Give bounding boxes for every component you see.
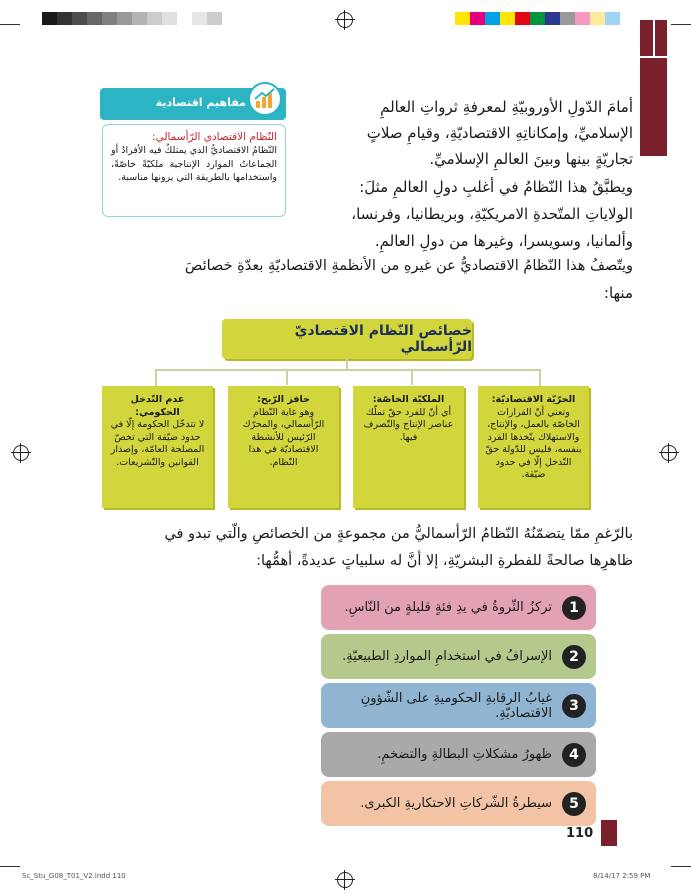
feature-text: أي أنّ للفرد حقّ تملّك عناصر الإنتاج والتّصرف فيها.	[363, 406, 454, 443]
item-number: 5	[562, 792, 586, 816]
intro-line: الإسلاميِّ، وإمكاناتِهِ الاقتصاديّةِ، وقيامِ صلاتٍ	[366, 124, 633, 142]
disadvantage-item	[321, 732, 596, 777]
item-number: 2	[562, 645, 586, 669]
feature-text: لا تتدخّل الحكومة إلّا في حدود ضيّقة التي تخصّ المصلحة العامّة، وإصدار القوانين والتّشريعات.	[110, 419, 205, 468]
item-text: ظهورُ مشكلاتِ البطالةِ والتضخمِ.	[377, 747, 552, 762]
diagram-connector	[411, 369, 413, 385]
registration-mark-icon	[337, 872, 353, 888]
footer-file-name: Sc_Stu_G08_T01_V2.indd 110	[22, 872, 126, 880]
item-text: غيابُ الرقابةِ الحكوميةِ على الشّؤونِ الاقتصاديّةِ.	[360, 690, 552, 721]
feature-box-profit-motive	[228, 386, 339, 508]
grayscale-calibration-bar	[42, 12, 222, 25]
page-number: 110	[566, 826, 594, 841]
concept-box-header	[100, 88, 286, 120]
footer-timestamp: 8/14/17 2:59 PM	[593, 872, 651, 880]
item-number: 3	[562, 694, 586, 718]
disadvantage-item	[321, 585, 596, 630]
concept-definition-box	[102, 124, 286, 217]
intro-line: وألمانيا، وسويسرا، وغيرها من دولِ العالمِ.	[374, 232, 633, 250]
crop-mark	[0, 24, 20, 25]
feature-title: حافز الرّبح:	[257, 394, 310, 405]
concept-title: النّظام الاقتصادي الرّأسمالي:	[152, 131, 277, 143]
item-text: تركزُ الثّروةُ في يدِ فئةٍ قليلةٍ من النّاسِ.	[344, 600, 552, 615]
feature-text: وهو غاية النّظام الرّأسمالي، والمحرّك الرّئيس للأنشطة الاقتصاديّة في هذا النّظام.	[242, 406, 325, 468]
feature-text: وتعني أنّ القرارات الخاصّة بالعمل، والإنتاج، والاستهلاك يتّخذها الفرد بنفسه، فليس للدّولة حقّ التّدخل إلّا في حدود ضيّقة.	[485, 406, 582, 480]
item-number: 1	[562, 596, 586, 620]
color-calibration-bar	[455, 12, 620, 25]
item-text: سيطرةُ الشّركاتِ الاحتكاريةِ الكبرى.	[360, 796, 552, 811]
intro-line: أمامَ الدّولِ الأوروبيّةِ لمعرفةِ ثرواتِ العالمِ	[380, 98, 633, 116]
page-number-bar	[601, 820, 617, 846]
summary-line: ظاهرِها صالحةً للفطرةِ البشريّةِ، إلا أنَّ له سلبياتٍ عديدةً، أهمُّها:	[256, 553, 633, 569]
item-text: الإسرافُ في استخدامِ المواردِ الطبيعيّةِ.	[342, 649, 552, 664]
concept-header-label: مفاهيم اقتصادية	[155, 96, 246, 109]
diagram-connector	[346, 359, 348, 369]
feature-box-private-ownership	[353, 386, 464, 508]
item-number: 4	[562, 743, 586, 767]
feature-box-economic-freedom	[478, 386, 589, 508]
registration-mark-icon	[337, 12, 353, 28]
disadvantage-item	[321, 781, 596, 826]
feature-box-non-intervention	[102, 386, 213, 508]
feature-title: عدم التّدخل الحكومي:	[130, 394, 185, 418]
crop-mark	[0, 866, 20, 867]
feature-title: الحرّيّة الاقتصاديّة:	[491, 394, 576, 405]
diagram-connector	[155, 369, 541, 387]
crop-mark	[671, 866, 691, 867]
intro-line: ويطبَّقُ هذا النّظامُ في أغلبِ دولِ العالمِ مثلَ:	[359, 178, 633, 196]
intro-line: تجاريّةٍ بينها وبينَ العالمِ الإسلاميِّ.	[429, 150, 633, 168]
disadvantage-item	[321, 683, 596, 728]
diagram-connector	[286, 369, 288, 385]
chapter-side-tab	[640, 20, 667, 156]
intro-line: منها:	[603, 284, 633, 302]
summary-line: بالرّغمِ ممّا يتضمّنُهُ النّظامُ الرّأسماليُّ من مجموعةٍ من الخصائصِ والّتي تبدو في	[164, 526, 633, 542]
concept-text: النّظامُ الاقتصاديُّ الذي يمتلكُ فيه الأفرادُ أو الجماعاتُ الموارد الإنتاجية ملكيّةً خاصّةً، واستخدامها بالطريقة التي يرونها مناسبة.	[111, 145, 277, 183]
crop-mark	[671, 24, 691, 25]
intro-line: ويتّصفُ هذا النّظامُ الاقتصاديُّ عن غيرهِ من الأنظمةِ الاقتصاديّةِ بعدّةِ خصائصَ	[184, 258, 633, 274]
feature-title: الملكيّة الخاصّة:	[372, 394, 445, 405]
disadvantage-item	[321, 634, 596, 679]
registration-mark-icon	[13, 445, 29, 461]
intro-line: الولاياتِ المتّحدةِ الامريكيّةِ، وبريطانيا، وفرنسا،	[351, 205, 633, 223]
registration-mark-icon	[661, 445, 677, 461]
diagram-title-box: خصائص النّظام الاقتصاديّ الرّأسمالي	[222, 319, 472, 359]
coins-growth-icon	[248, 82, 282, 116]
